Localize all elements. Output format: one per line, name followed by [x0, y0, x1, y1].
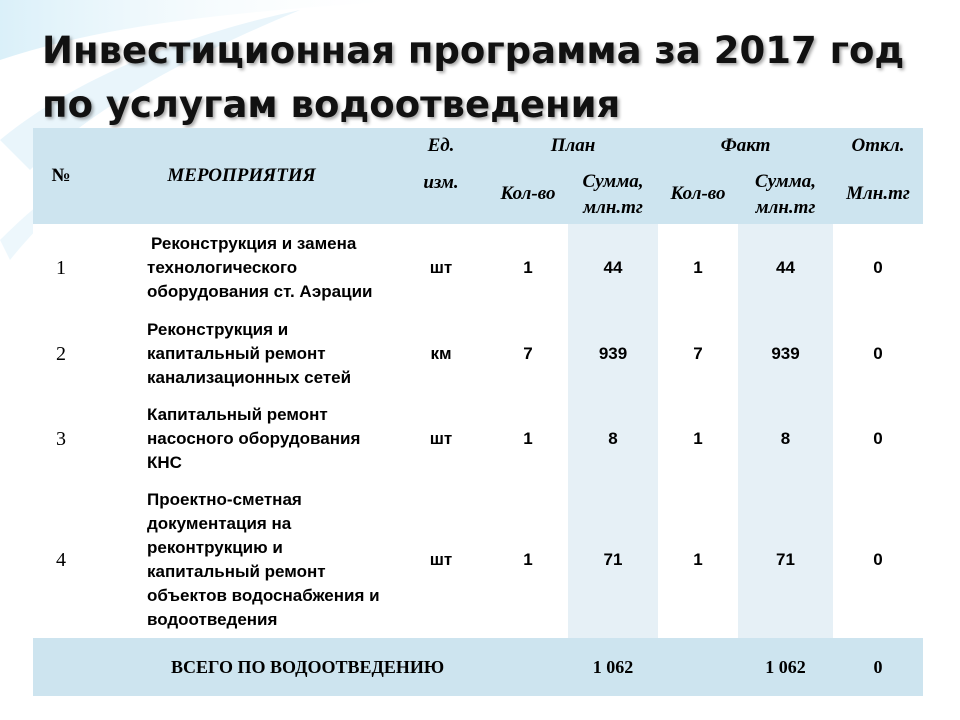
row-plan-sum: 44 — [568, 224, 658, 312]
row-number: 2 — [33, 312, 89, 396]
row-number: 3 — [33, 396, 89, 482]
row-activity — [89, 396, 394, 482]
row-activity — [89, 224, 394, 312]
row-unit: шт — [394, 482, 488, 638]
header-row-1 — [33, 128, 923, 164]
total-deviation: 0 — [833, 638, 923, 696]
table-row — [33, 224, 923, 312]
header-plan: План — [488, 128, 658, 164]
row-fact-qty: 1 — [658, 224, 738, 312]
row-plan-qty: 1 — [488, 224, 568, 312]
row-activity-line: Реконструкция и замена — [151, 234, 357, 253]
total-plan-sum: 1 062 — [568, 638, 658, 696]
table-row — [33, 312, 923, 396]
row-activity-line: капитальный ремонт — [147, 344, 326, 363]
header-unit-line1: Ед. — [394, 128, 488, 164]
row-fact-sum: 8 — [738, 396, 833, 482]
row-fact-qty: 7 — [658, 312, 738, 396]
row-activity-line: оборудования ст. Аэрации — [147, 282, 373, 301]
header-deviation: Откл. — [833, 128, 923, 164]
header-fact: Факт — [658, 128, 833, 164]
row-activity-line: насосного оборудования — [147, 429, 361, 448]
row-unit: шт — [394, 224, 488, 312]
slide-title — [42, 24, 904, 132]
row-activity-line: капитальный ремонт — [147, 562, 326, 581]
row-activity-line: технологического — [147, 258, 298, 277]
row-activity-line: Реконструкция и — [147, 320, 289, 339]
row-activity — [89, 482, 394, 638]
title-line-1: Инвестиционная программа за 2017 год — [42, 29, 905, 72]
header-fact-sum-line2: млн.тг — [755, 197, 816, 218]
row-plan-sum: 939 — [568, 312, 658, 396]
header-plan-sum — [568, 164, 658, 224]
header-plan-sum-line2: млн.тг — [583, 197, 643, 218]
row-number: 1 — [33, 224, 89, 312]
table-row — [33, 396, 923, 482]
row-fact-sum: 939 — [738, 312, 833, 396]
header-fact-sum-line1: Сумма, — [755, 171, 816, 192]
row-fact-sum: 71 — [738, 482, 833, 638]
row-deviation: 0 — [833, 312, 923, 396]
row-deviation: 0 — [833, 482, 923, 638]
total-row — [33, 638, 923, 696]
header-unit-line2: изм. — [394, 164, 488, 224]
title-line-2: по услугам водоотведения — [42, 83, 621, 126]
row-fact-qty: 1 — [658, 396, 738, 482]
row-plan-sum: 71 — [568, 482, 658, 638]
row-activity-line: водоотведения — [147, 610, 278, 629]
row-plan-qty: 7 — [488, 312, 568, 396]
header-plan-qty: Кол-во — [488, 164, 568, 224]
row-unit: км — [394, 312, 488, 396]
header-fact-sum — [738, 164, 833, 224]
row-fact-sum: 44 — [738, 224, 833, 312]
total-label: ВСЕГО ПО ВОДООТВЕДЕНИЮ — [33, 638, 568, 696]
header-plan-sum-line1: Сумма, — [582, 171, 644, 192]
total-fact-sum: 1 062 — [738, 638, 833, 696]
total-fact-qty-empty — [658, 638, 738, 696]
row-fact-qty: 1 — [658, 482, 738, 638]
row-activity-line: Проектно-сметная — [147, 490, 302, 509]
row-activity — [89, 312, 394, 396]
row-plan-qty: 1 — [488, 396, 568, 482]
row-activity-line: объектов водоснабжения и — [147, 586, 380, 605]
table-row — [33, 482, 923, 638]
header-activity: МЕРОПРИЯТИЯ — [89, 128, 394, 224]
row-activity-line: КНС — [147, 453, 182, 472]
row-deviation: 0 — [833, 396, 923, 482]
row-plan-qty: 1 — [488, 482, 568, 638]
header-num: № — [33, 128, 89, 224]
investment-table — [33, 128, 923, 696]
row-activity-line: Капитальный ремонт — [147, 405, 328, 424]
row-activity-line: канализационных сетей — [147, 368, 352, 387]
header-fact-qty: Кол-во — [658, 164, 738, 224]
row-unit: шт — [394, 396, 488, 482]
row-deviation: 0 — [833, 224, 923, 312]
row-plan-sum: 8 — [568, 396, 658, 482]
row-activity-line: реконтрукцию и — [147, 538, 283, 557]
header-deviation-unit: Млн.тг — [833, 164, 923, 224]
row-activity-line: документация на — [147, 514, 292, 533]
row-number: 4 — [33, 482, 89, 638]
